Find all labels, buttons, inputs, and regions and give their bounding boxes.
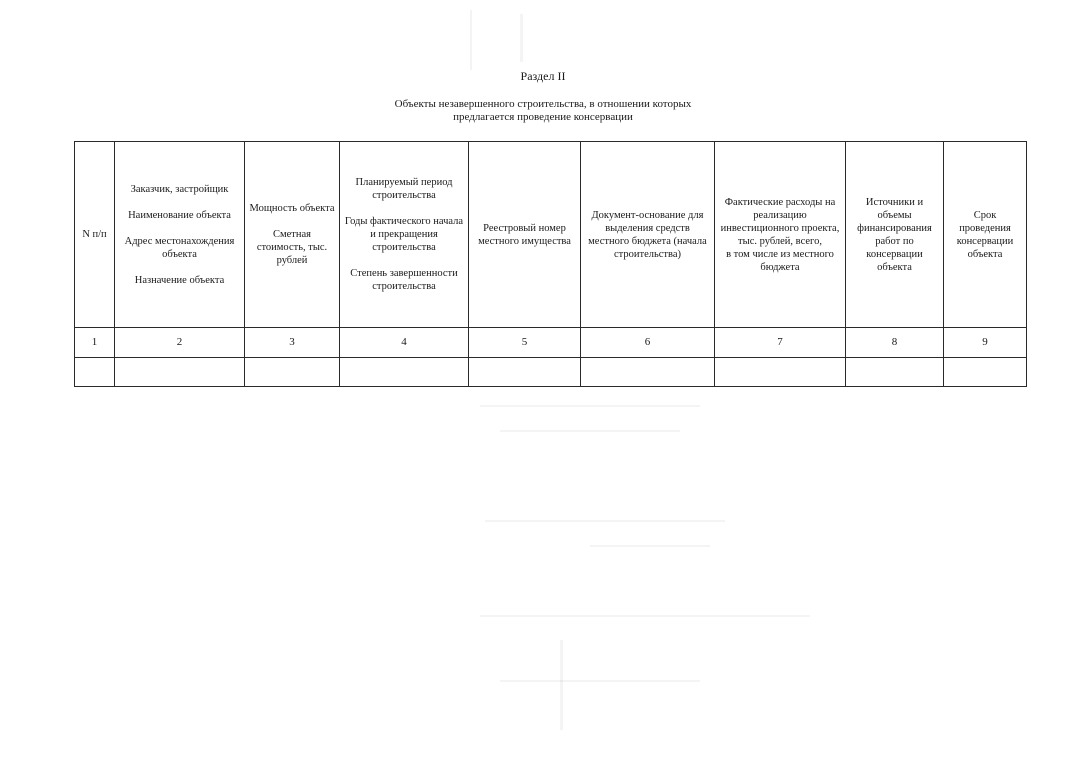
header-registry-number: Реестровый номер местного имущества: [469, 142, 581, 328]
column-number: 6: [581, 328, 715, 358]
table-cell: [944, 358, 1027, 387]
bleed-through-mark: [500, 680, 700, 682]
column-number: 8: [846, 328, 944, 358]
section-title: Раздел II: [520, 69, 566, 83]
column-number: 3: [245, 328, 340, 358]
header-row-number: N п/п: [75, 142, 115, 328]
table-cell: [115, 358, 245, 387]
table-header-row: [75, 142, 1027, 328]
column-number: 4: [340, 328, 469, 358]
bleed-through-mark: [590, 545, 710, 547]
table-cell: [340, 358, 469, 387]
conservation-objects-table: [74, 141, 1027, 387]
bleed-through-mark: [560, 640, 563, 730]
table-cell: [581, 358, 715, 387]
header-funding-sources: Источники и объемы финансирования работ по консервации объекта: [846, 142, 944, 328]
column-number: 7: [715, 328, 846, 358]
column-number: 2: [115, 328, 245, 358]
header-customer-object: Заказчик, застройщик Наименование объекта Адрес местонахождения объекта Назначение объекта: [115, 142, 245, 328]
table-cell: [715, 358, 846, 387]
heading-line: Объекты незавершенного строительства, в отношении которых: [394, 98, 692, 110]
bleed-through-mark: [520, 14, 523, 62]
bleed-through-mark: [470, 10, 472, 70]
header-construction-period: Планируемый период строительства Годы фактического начала и прекращения строительства Степень завершенности строительства: [340, 142, 469, 328]
column-number: 5: [469, 328, 581, 358]
heading-line: предлагается проведение консервации: [453, 111, 633, 123]
header-capacity-cost: Мощность объекта Сметная стоимость, тыс. рублей: [245, 142, 340, 328]
column-number: 1: [75, 328, 115, 358]
table-cell: [846, 358, 944, 387]
bleed-through-mark: [480, 615, 810, 617]
table-cell: [245, 358, 340, 387]
table-cell: [75, 358, 115, 387]
table-row: [75, 358, 1027, 387]
bleed-through-mark: [500, 430, 680, 432]
document-heading: [0, 98, 1086, 124]
bleed-through-mark: [480, 405, 700, 407]
column-number: 9: [944, 328, 1027, 358]
table-cell: [469, 358, 581, 387]
header-conservation-term: Срок проведения консервации объекта: [944, 142, 1027, 328]
bleed-through-mark: [485, 520, 725, 522]
column-number-row: [75, 328, 1027, 358]
header-actual-expenses: Фактические расходы на реализацию инвестиционного проекта, тыс. рублей, всего, в том числе из местного бюджета: [715, 142, 846, 328]
header-basis-document: Документ-основание для выделения средств местного бюджета (начала строительства): [581, 142, 715, 328]
